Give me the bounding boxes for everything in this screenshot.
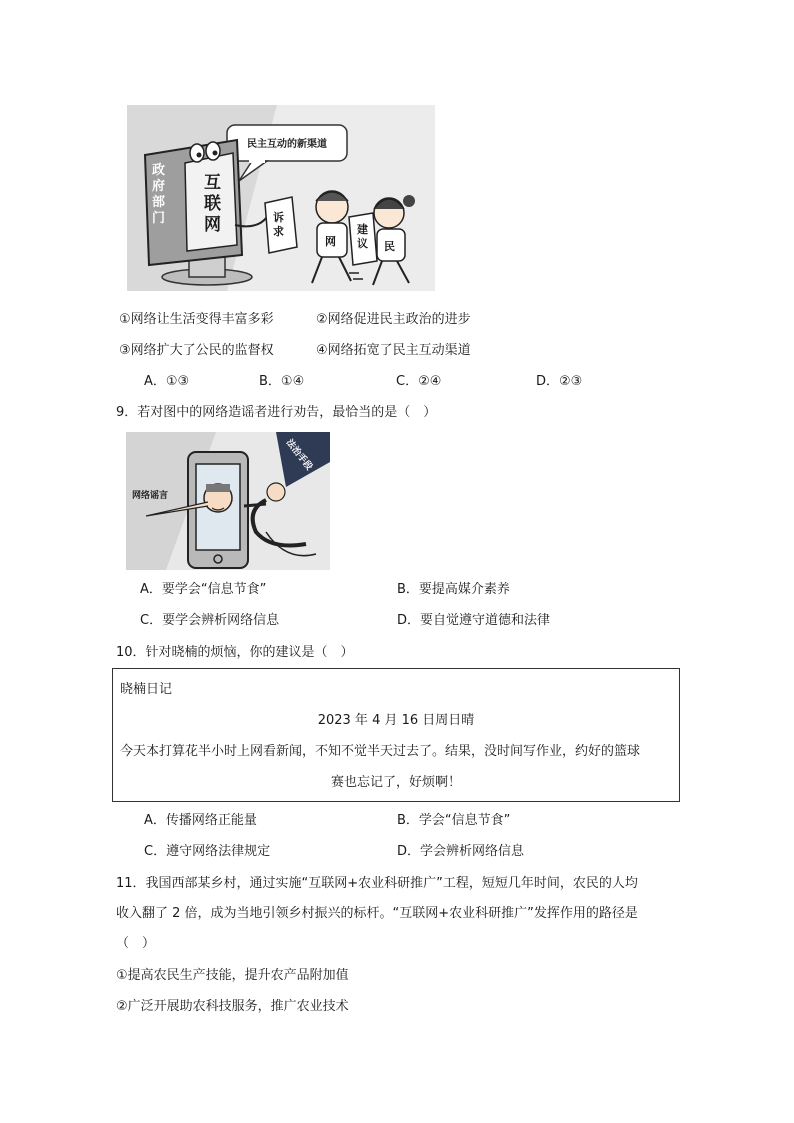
cartoon-card-label-2: 建议: [357, 223, 368, 250]
cartoon-figure-democracy: [127, 105, 435, 291]
rule-of-law-label: 法治手段: [283, 437, 314, 473]
q8-option-b[interactable]: B．①④: [259, 374, 305, 389]
q8-statement-2: ②网络促进民主政治的进步: [316, 312, 471, 327]
diary-box: [112, 668, 680, 802]
cartoon-person-tag-1: 网: [325, 235, 336, 248]
q9-option-a[interactable]: A．要学会“信息节食”: [140, 582, 267, 597]
q9-option-c[interactable]: C．要学会辨析网络信息: [140, 613, 280, 628]
q10-option-d[interactable]: D．学会辨析网络信息: [397, 844, 525, 859]
q8-statement-4: ④网络拓宽了民主互动渠道: [316, 343, 471, 358]
q9-option-b[interactable]: B．要提高媒介素养: [397, 582, 510, 597]
q8-option-c[interactable]: C．②④: [396, 374, 442, 389]
q11-statement-1: ①提高农民生产技能，提升农产品附加值: [116, 968, 349, 983]
q10-option-a[interactable]: A．传播网络正能量: [144, 813, 257, 828]
diary-title: 晓楠日记: [120, 682, 173, 697]
cartoon-drawing: [127, 105, 435, 291]
cartoon-person-tag-2: 民: [384, 240, 395, 253]
diary-line-2: 赛也忘记了，好烦啊！: [330, 775, 461, 790]
diary-date: 2023 年 4 月 16 日周日晴: [317, 713, 475, 728]
q11-statement-2: ②广泛开展助农科技服务，推广农业技术: [116, 999, 349, 1014]
cartoon-bubble-text: 民主互动的新渠道: [247, 139, 327, 150]
rumor-label: 网络谣言: [132, 491, 169, 501]
cartoon-screen-label: 互联网: [204, 173, 221, 235]
q8-option-a[interactable]: A．①③: [144, 374, 190, 389]
q8-statement-3: ③网络扩大了公民的监督权: [119, 343, 274, 358]
q9-stem: 9．若对图中的网络造谣者进行劝告，最恰当的是（ ）: [116, 405, 437, 420]
q10-option-b[interactable]: B．学会“信息节食”: [397, 813, 511, 828]
q10-stem: 10．针对晓楠的烦恼，你的建议是（ ）: [116, 645, 354, 660]
q8-option-d[interactable]: D．②③: [536, 374, 583, 389]
q10-option-c[interactable]: C．遵守网络法律规定: [144, 844, 271, 859]
q11-stem-line-2: 收入翻了 2 倍，成为当地引领乡村振兴的标杆。“互联网+农业科研推广”发挥作用的路径是: [116, 906, 638, 921]
cartoon-figure-rumor: [126, 432, 330, 570]
diary-line-1: 今天本打算花半小时上网看新闻，不知不觉半天过去了。结果，没时间写作业，约好的篮球: [120, 744, 641, 759]
cartoon-card-label-1: 诉求: [273, 211, 284, 238]
q11-stem-line-1: 11．我国西部某乡村，通过实施“互联网+农业科研推广”工程，短短几年时间，农民的人均: [116, 876, 638, 891]
cartoon-gov-label: 政府部门: [152, 163, 166, 226]
q9-option-d[interactable]: D．要自觉遵守道德和法律: [397, 613, 551, 628]
q11-stem-line-3: （ ）: [116, 936, 156, 951]
q8-statement-1: ①网络让生活变得丰富多彩: [119, 312, 274, 327]
